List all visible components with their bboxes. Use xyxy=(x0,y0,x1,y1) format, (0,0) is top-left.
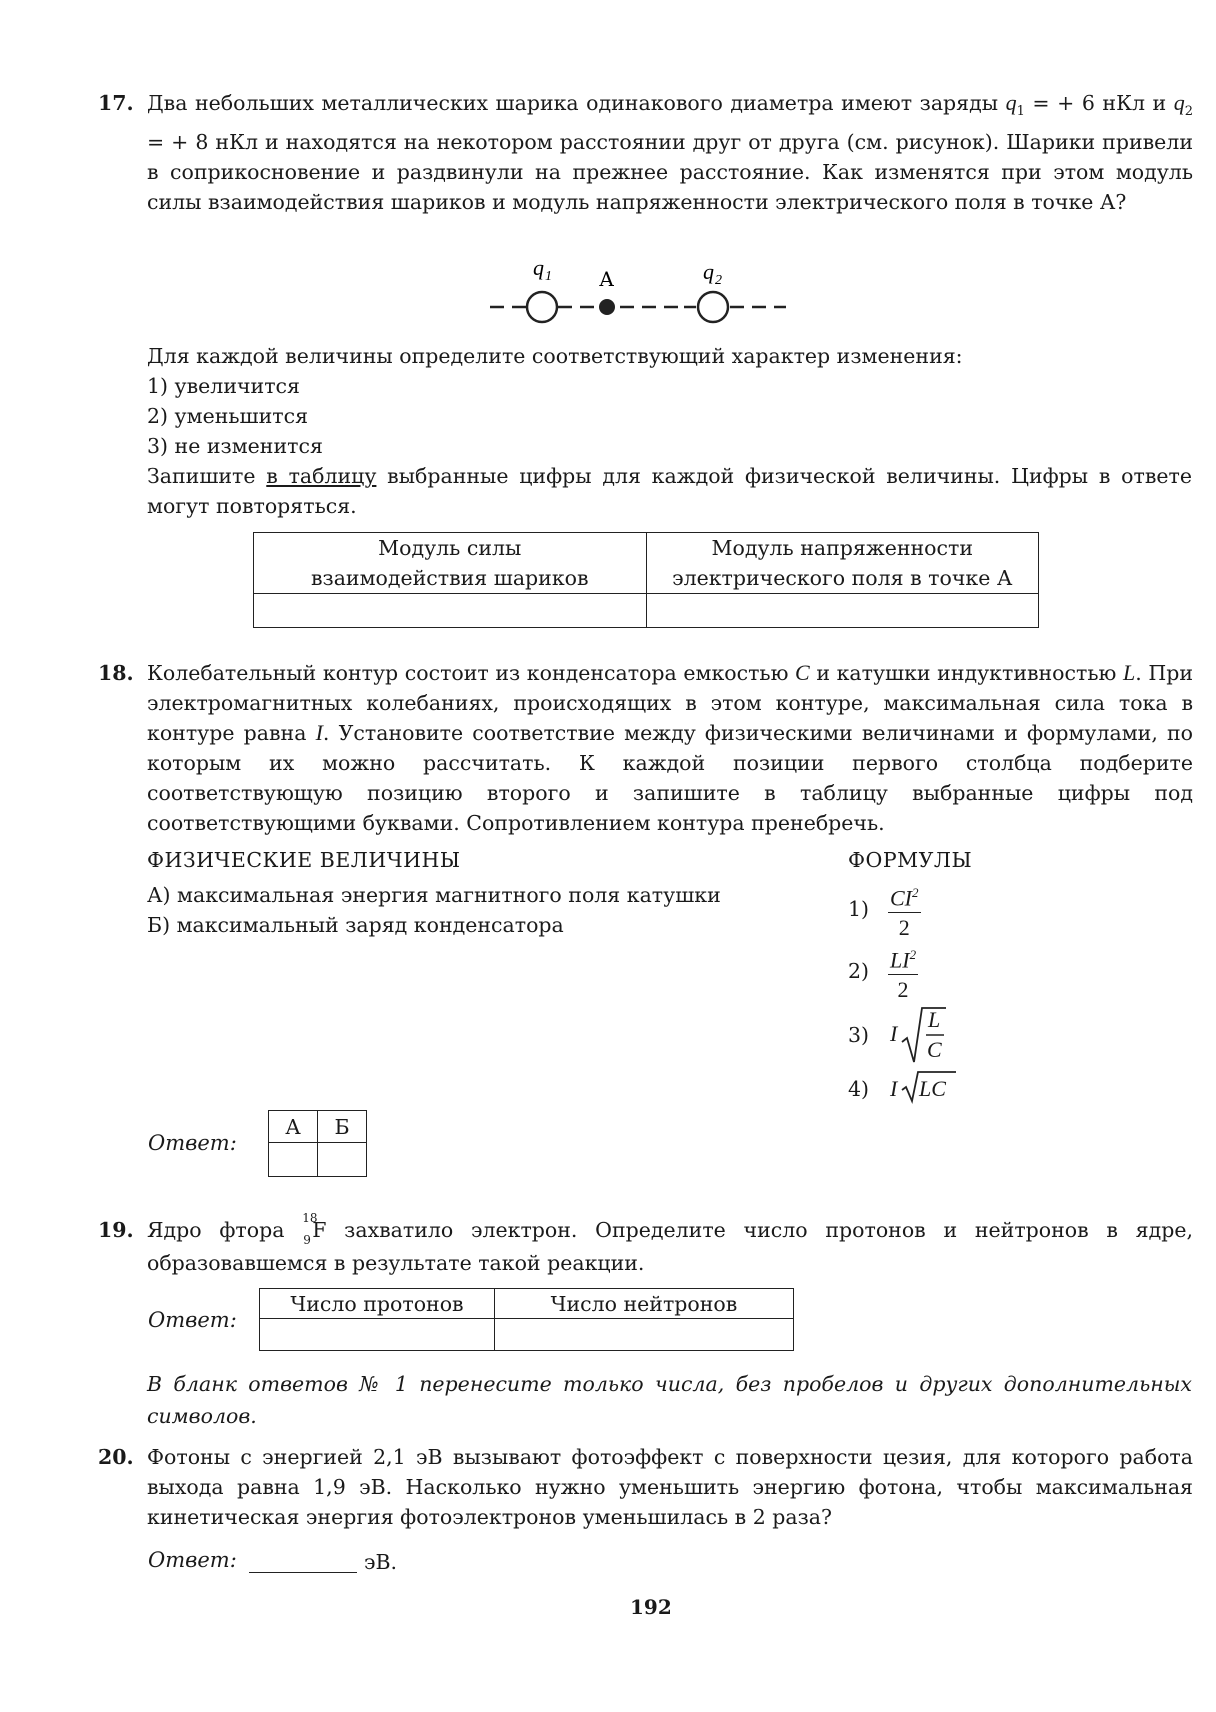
answer-unit: эВ. xyxy=(364,1550,398,1574)
ball-q1 xyxy=(527,292,557,322)
formula-4-number: 4) xyxy=(848,1077,870,1101)
answer-cell-a[interactable] xyxy=(269,1143,318,1177)
answer-table-17 xyxy=(253,532,1039,628)
answer-label-19: Ответ: xyxy=(148,1308,237,1332)
col-header-force: Модуль силы взаимодействия шариков xyxy=(254,533,647,594)
answer-label-20: Ответ: xyxy=(148,1548,237,1572)
question-19 xyxy=(98,1210,1194,1280)
page-number: 192 xyxy=(630,1595,672,1619)
answer-table-19 xyxy=(259,1288,794,1351)
label-q2: q xyxy=(703,259,714,284)
formulas-header: ФОРМУЛЫ xyxy=(848,848,973,872)
answer-cell-protons[interactable] xyxy=(260,1319,495,1351)
answer-cell-force[interactable] xyxy=(254,594,647,628)
formula-2-number: 2) xyxy=(848,959,870,983)
element-symbol: F xyxy=(312,1218,327,1242)
label-a: А xyxy=(599,267,615,291)
question-17-text: Два небольших металлических шарика одинакового диаметра имеют заряды $q_1$ = + 6 нКл и $q_2$ = + 8 нКл и находятся на некотором расстоянии друг от друга (см. рисунок). Шарики привели в соприкосновение и раздвинули на прежнее расстояние. Как изменятся при этом модуль силы взаимодействия шариков и модуль напряженности электрического поля в точке А? xyxy=(147,90,1193,215)
answer-table-18 xyxy=(268,1110,367,1177)
quantity-a: А) максимальная энергия магнитного поля катушки xyxy=(147,883,721,907)
point-a xyxy=(599,299,615,315)
nuclide-indices: 18 9 xyxy=(302,1210,318,1247)
svg-text:2: 2 xyxy=(715,273,722,288)
answer-label-18: Ответ: xyxy=(148,1131,237,1155)
instruction-17: Для каждой величины определите соответствующий характер изменения: xyxy=(147,344,963,368)
question-number: 19. xyxy=(98,1218,134,1242)
option-3: 3) не изменится xyxy=(147,434,323,458)
option-2: 2) уменьшится xyxy=(147,404,308,428)
quantities-header: ФИЗИЧЕСКИЕ ВЕЛИЧИНЫ xyxy=(147,848,461,872)
col-header-protons: Число протонов xyxy=(260,1289,495,1319)
question-19-text: Ядро фтора 18 9 F захватило электрон. Определите число протонов и нейтронов в ядре, образовавшемся в результате такой реакции. xyxy=(147,1210,1194,1275)
ball-q2 xyxy=(698,292,728,322)
question-18 xyxy=(98,658,1193,838)
question-18-text: Колебательный контур состоит из конденсатора емкостью C и катушки индуктивностью L. При электромагнитных колебаниях, происходящих в этом контуре, максимальная сила тока в контуре равна I. Установите соответствие между физическими величинами и формулами, по которым их можно рассчитать. К каждой позиции первого столбца подберите соответствующую позицию второго и запишите в таблицу выбранные цифры под соответствующими буквами. Сопротивлением контура пренебречь. xyxy=(147,660,1193,835)
answer-cell-field[interactable] xyxy=(646,594,1039,628)
answer-blank-20[interactable] xyxy=(249,1572,357,1573)
answer-cell-b[interactable] xyxy=(318,1143,367,1177)
transfer-note: В бланк ответов № 1 перенесите только числа, без пробелов и других дополнительных символов. xyxy=(147,1372,1192,1428)
formula-2: $\frac{LI^2}{2}$ xyxy=(888,942,918,1003)
formula-1-number: 1) xyxy=(848,897,870,921)
question-number: 17. xyxy=(98,91,134,115)
formula-3-number: 3) xyxy=(848,1023,870,1047)
question-number: 18. xyxy=(98,661,134,685)
option-1: 1) увеличится xyxy=(147,374,300,398)
quantity-b: Б) максимальный заряд конденсатора xyxy=(147,913,564,937)
question-number: 20. xyxy=(98,1445,134,1469)
formula-1: $\frac{CI^2}{2}$ xyxy=(888,880,921,941)
charges-figure xyxy=(480,255,820,335)
answer-cell-neutrons[interactable] xyxy=(494,1319,793,1351)
answer-col-a: А xyxy=(269,1111,318,1143)
question-17 xyxy=(98,88,1193,217)
formula-3: I L C xyxy=(888,1004,948,1064)
formula-4: I LC xyxy=(888,1068,958,1104)
answer-col-b: Б xyxy=(318,1111,367,1143)
write-instruction-17: Запишите в таблицу выбранные цифры для каждой физической величины. Цифры в ответе могут повторяться. xyxy=(147,464,1192,518)
question-20-text: Фотоны с энергией 2,1 эВ вызывают фотоэффект с поверхности цезия, для которого работа выхода равна 1,9 эВ. Насколько нужно уменьшить энергию фотона, чтобы максимальная кинетическая энергия фотоэлектронов уменьшилась в 2 раза? xyxy=(147,1445,1193,1529)
col-header-neutrons: Число нейтронов xyxy=(494,1289,793,1319)
svg-text:1: 1 xyxy=(545,269,552,284)
label-q1: q xyxy=(533,255,544,280)
col-header-field: Модуль напряженности электрического поля в точке А xyxy=(646,533,1039,594)
question-20 xyxy=(98,1442,1193,1532)
